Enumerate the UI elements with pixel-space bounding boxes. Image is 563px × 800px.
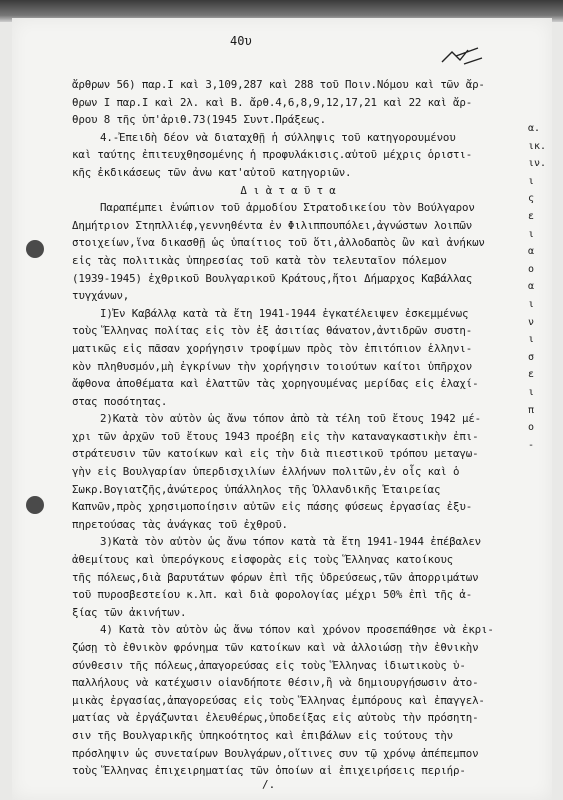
handwritten-initials [438,44,486,70]
text-line: Δημήτριον Στηπλλιέφ,γεννηθέντα ἐν Φιλιππουπόλει,ἀγνώστων λοιπῶν [72,218,473,232]
text-line: τυγχάνων, [72,289,130,303]
margin-fragment: ι [528,298,535,310]
text-line: 3)Κατὰ τὸν αὐτὸν ὡς ἄνω τόπον κατὰ τὰ ἔτη 1941-1944 ἐπέβαλεν [100,535,482,549]
margin-fragment: ι [528,334,535,346]
text-line: θρων I παρ.I καὶ 2λ. καὶ Β. ἄρθ.4,6,8,9,12,17,21 καὶ 22 καὶ ἄρ- [72,95,473,109]
text-line: ματικῶς εἰς πᾶσαν χορήγησιν τροφίμων πρὸς τὸν ἐπιτόπιον ἑλληνι- [72,341,473,355]
text-line: Ι)Ἐν Καβάλλᾳ κατὰ τὰ ἔτη 1941-1944 ἐγκατέλειψεν ἐσκεμμένως [100,306,469,320]
margin-fragment: ε [528,210,535,222]
text-line: πηρετούσας τὰς ἀνάγκας τοῦ ἐχθροῦ. [72,517,288,531]
text-line: κῆς ἐκδικάσεως τῶν ἀνω κατ'αὐτοῦ κατηγοριῶν. [72,165,352,179]
text-line: ἄρθρων 56) παρ.I καὶ 3,109,287 καὶ 288 τοῦ Ποιν.Νόμου καὶ τῶν ἄρ- [72,78,485,91]
text-line: 4.-Ἐπειδὴ δέον νὰ διαταχθῇ ἡ σύλληψις τοῦ κατηγορουμένου [100,130,456,144]
text-line: θρου 8 τῆς ὑπ'ἀριθ.73(1945 Συντ.Πράξεως. [72,113,327,127]
margin-fragment: σ [528,351,535,363]
text-line: Παραπέμπει ἐνώπιον τοῦ ἁρμοδίου Στρατοδικείου τὸν Βούλγαρον [100,201,475,215]
document-body [72,76,504,780]
text-line: ζώσῃ τὸ ἐθνικὸν φρόνημα τῶν κατοίκων καὶ νὰ ἀλλοιώσῃ τὴν ἐθνικὴν [72,641,479,654]
text-line: ματίας νὰ ἐργάζωνται ἐλευθέρως,ὑποδείξας εἰς αὐτοὺς τὴν πρόσητη- [72,711,479,725]
punch-hole [26,496,44,514]
text-line: 2)Κατὰ τὸν αὐτὸν ὡς ἄνω τόπον ἀπὸ τὰ τέλη τοῦ ἔτους 1942 μέ- [100,412,482,426]
text-line: παλλήλους νὰ κατέχωσιν οἱανδήποτε θέσιν,ἢ νὰ δημιουργήσωσιν ἀτο- [72,676,479,690]
margin-fragment: α [528,246,535,258]
margin-fragment: ι [528,175,535,187]
text-line: κὸν πληθυσμόν,μὴ ἐγκρίνων τὴν χορήγησιν τοιούτων καίτοι ὑπῆρχον [72,359,473,373]
margin-fragments [528,120,556,454]
margin-fragment: π [528,404,535,416]
text-line: τοὺς Ἕλληνας ἐπιχειρηματίας τῶν ὁποίων αἱ ἐπιχειρήσεις περιήρ- [72,764,466,778]
text-line: σιν τῆς Βουλγαρικῆς ὑπηκοότητος καὶ ἐπιβάλων εἰς τούτους τὴν [72,728,454,742]
text-line: στοιχείων,ἵνα δικασθῇ ὡς ὑπαίτιος τοῦ ὅτι,ἀλλοδαπὸς ὢν καὶ ἀνήκων [72,236,485,250]
text-line: 4) Κατὰ τὸν αὐτὸν ὡς ἄνω τόπον καὶ χρόνον προσεπάθησε νὰ ἐκρι- [100,623,494,637]
text-line: τοὺς Ἕλληνας πολίτας εἰς τὸν ἐξ ἀσιτίας θάνατον,ἀντιδρῶν συστη- [72,324,473,338]
margin-fragment: ν [528,316,535,328]
margin-fragment: ιν. [528,158,547,170]
margin-fragment: ε [528,369,535,381]
text-line: τῆς πόλεως,διὰ βαρυτάτων φόρων ἐπὶ τῆς ὑδρεύσεως,τῶν ἀπορριμάτων [72,570,479,584]
footer-mark: /. [262,778,276,791]
section-heading: Δ ι ὰ τ α ῦ τ α [240,183,336,197]
text-line: πρόσληψιν ὡς συνεταίρων Βουλγάρων,οἵτινες συν τῷ χρόνῳ ἀπέπεμπον [72,746,479,760]
margin-fragment: α. [528,123,541,134]
margin-fragment: ο [528,422,535,434]
text-line: μικὰς ἐργασίας,ἀπαγορεύσας εἰς τοὺς Ἕλληνας ἐμπόρους καὶ ἐπαγγελ- [72,693,485,707]
text-line: τοῦ πυροσβεστείου κ.λπ. καὶ διὰ φορολογίας μέχρι 50% ἐπὶ τῆς ἀ- [72,588,473,602]
text-line: ἄφθονα ἀποθέματα καὶ ἐλαττῶν τὰς χορηγουμένας μερίδας εἰς ἐλαχί- [72,377,479,391]
text-line: εἰς τὰς πολιτικὰς ὑπηρεσίας τοῦ κατὰ τὸν τελευταῖον πόλεμον [72,253,447,267]
text-line: Καπνῶν,πρὸς χρησιμοποίησιν αὐτῶν εἰς πάσης φύσεως ἐργασίας ἐξυ- [72,500,473,514]
text-line: Σωκρ.Βογιατζῆς,ἀνώτερος ὑπάλληλος τῆς Ὁλλανδικῆς Ἑταιρείας [72,482,441,496]
margin-fragment: ο [528,263,535,275]
margin-fragment: ι [528,228,535,240]
text-line: γὴν εἰς Βουλγαρίαν ὑπερδισχιλίων ἑλλήνων πολιτῶν,ἐν οἷς καὶ ὁ [72,465,460,479]
margin-fragment: ικ. [528,140,547,152]
page-number: 40υ [230,34,252,48]
margin-fragment: α [528,281,535,293]
text-line: καὶ ταύτης ἐπιτευχθησομένης ἡ προφυλάκισις.αὐτοῦ μέχρις ὁριστι- [72,148,473,162]
text-line: ἀθεμίτους καὶ ὑπερόγκους εἰσφορὰς εἰς τοὺς Ἕλληνας κατοίκους [72,553,454,567]
text-line: ξίας τῶν ἀκινήτων. [72,605,187,619]
punch-hole [26,240,44,258]
margin-fragment: ς [528,193,535,205]
text-line: στας ποσότητας. [72,394,168,408]
margin-fragment: - [528,439,535,451]
margin-fragment: ι [528,386,535,398]
text-line: σύνθεσιν τῆς πόλεως,ἀπαγορεύσας εἰς τοὺς Ἕλληνας ἰδιωτικοὺς ὑ- [72,658,466,672]
text-line: χρι τῶν ἀρχῶν τοῦ ἔτους 1943 προέβη εἰς τὴν καταναγκαστικὴν ἐπι- [72,429,479,443]
signature-stroke [442,48,482,64]
text-line: στράτευσιν τῶν κατοίκων καὶ εἰς τὴν διὰ πιεστικοῦ τρόπου μεταγω- [72,447,479,461]
text-line: (1939-1945) ἐχθρικοῦ Βουλγαρικοῦ Κράτους,ἤτοι Δήμαρχος Καβάλλας [72,271,473,285]
